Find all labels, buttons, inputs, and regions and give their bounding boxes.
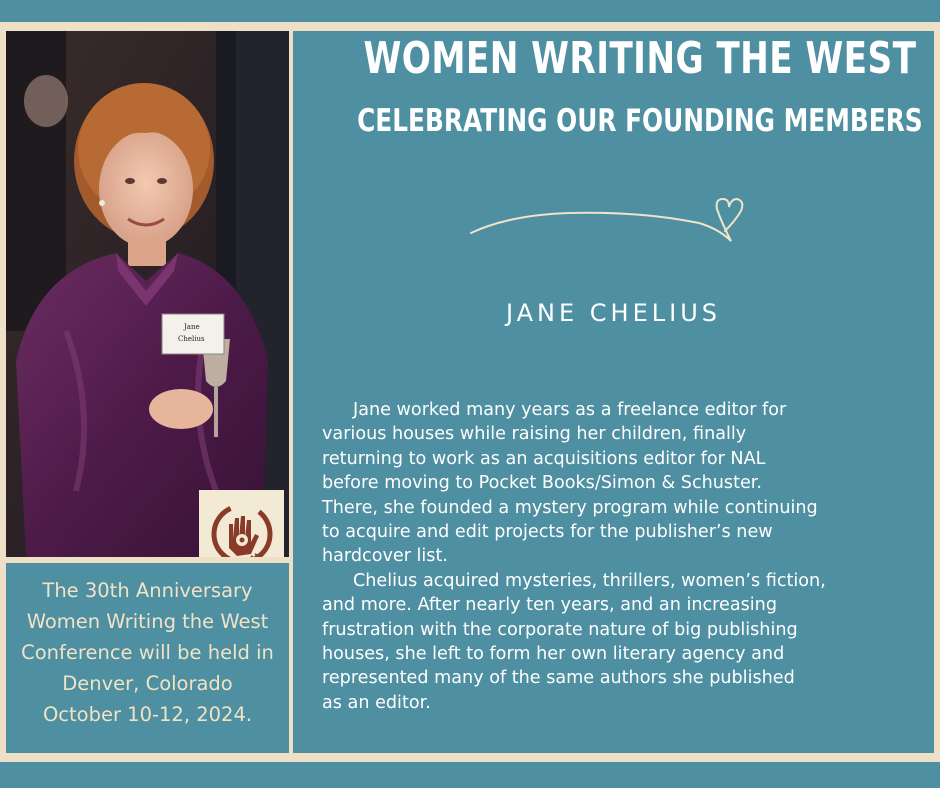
bio-line: returning to work as an acquisitions editor for NAL — [322, 448, 766, 469]
bio-line: hardcover list. — [322, 546, 448, 567]
name-tag-line-2: Chelius — [178, 335, 205, 343]
conference-caption — [6, 563, 289, 753]
caption-line: October 10-12, 2024. — [42, 703, 253, 726]
bio-line: and more. After nearly ten years, and an increasing — [322, 595, 777, 616]
member-bio — [322, 398, 932, 715]
hand-logo-icon — [199, 490, 284, 557]
name-tag-line-1: Jane — [184, 323, 200, 331]
bio-line: Jane worked many years as a freelance editor for — [353, 400, 787, 420]
bio-line: represented many of the same authors she published — [322, 668, 795, 689]
caption-line: Women Writing the West — [26, 610, 269, 633]
bio-line: before moving to Pocket Books/Simon & Schuster. — [322, 473, 763, 494]
bio-line: houses, she left to form her own literary agency and — [322, 644, 785, 665]
member-name: JANE CHELIUS — [505, 299, 722, 327]
bio-line: There, she founded a mystery program while continuing — [322, 497, 818, 518]
bio-line: frustration with the corporate nature of big publishing — [322, 619, 798, 640]
bio-line: Chelius acquired mysteries, thrillers, women’s fiction, — [353, 570, 826, 591]
page-title: WOMEN WRITING THE WEST — [363, 33, 917, 84]
heart-swirl-divider-icon — [469, 191, 749, 255]
bio-line: to acquire and edit projects for the publisher’s new — [322, 522, 773, 543]
caption-line: Denver, Colorado — [62, 672, 233, 695]
bio-line: as an editor. — [322, 692, 431, 713]
caption-line: The 30th Anniversary — [42, 579, 253, 602]
page-subtitle: CELEBRATING OUR FOUNDING MEMBERS — [357, 103, 923, 139]
main-panel — [293, 31, 934, 753]
member-photo — [6, 31, 289, 557]
caption-line: Conference will be held in — [21, 641, 274, 664]
bio-line: various houses while raising her children, finally — [322, 424, 747, 445]
